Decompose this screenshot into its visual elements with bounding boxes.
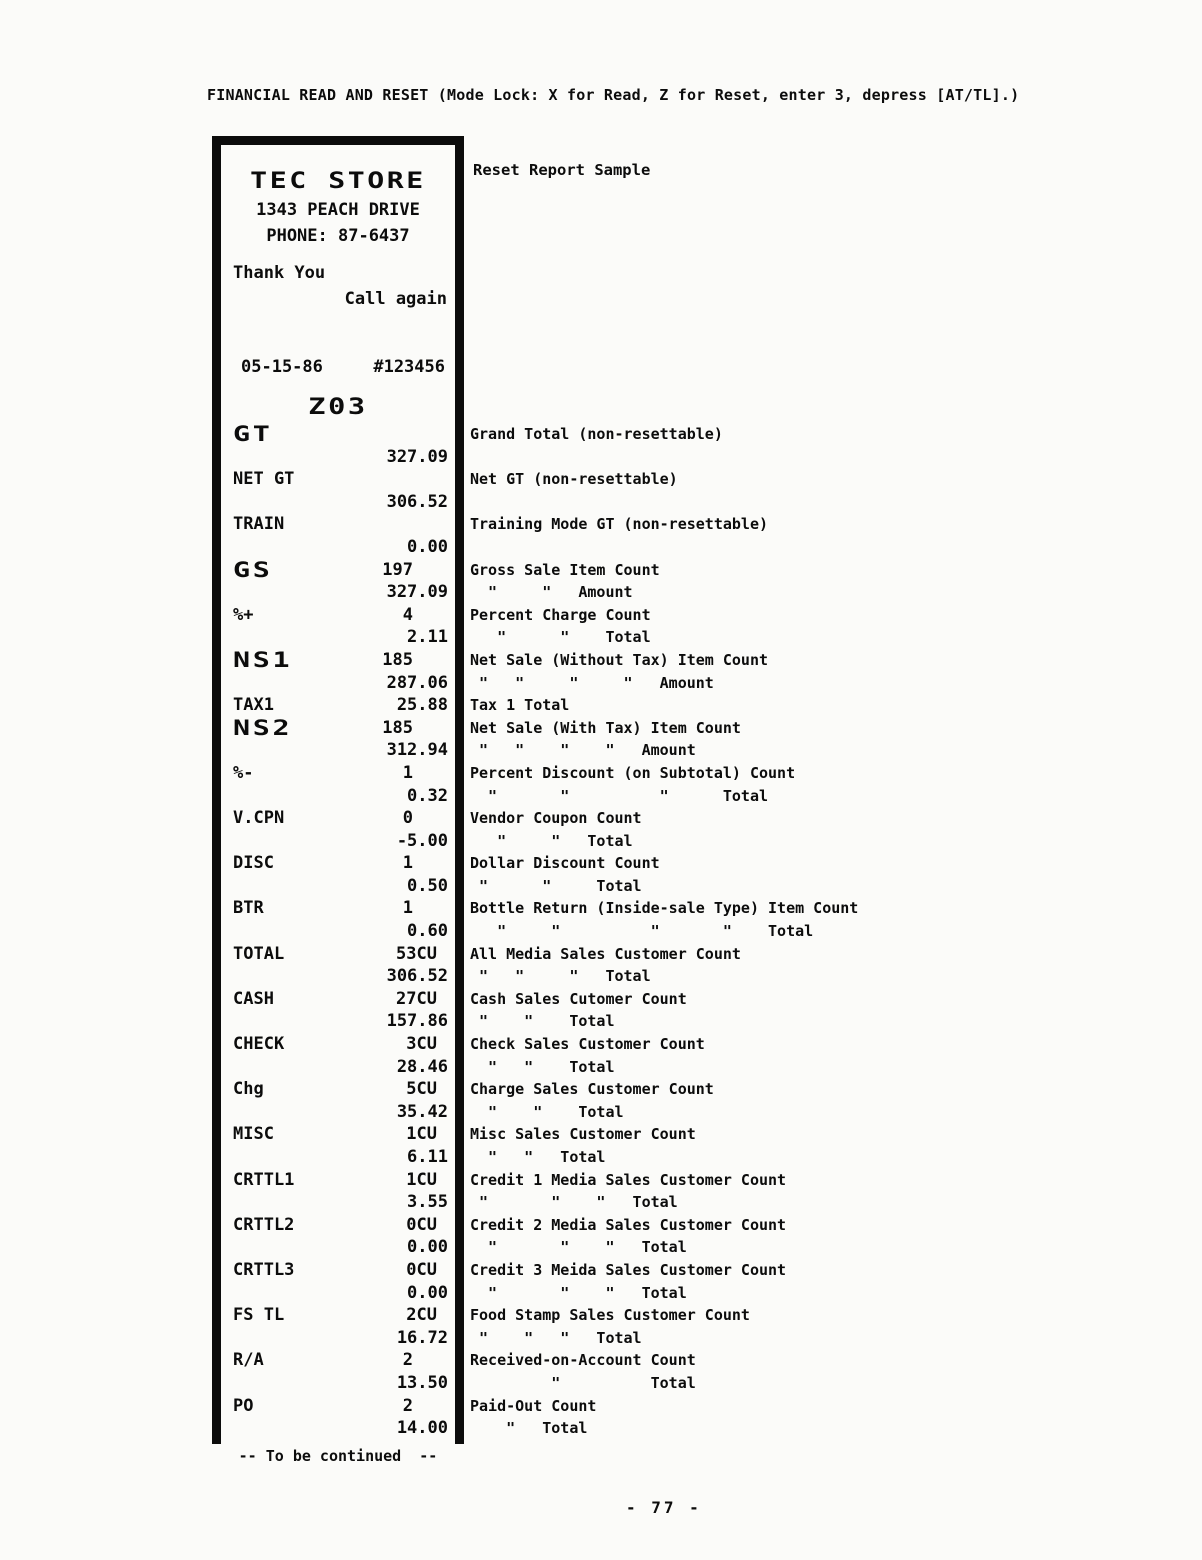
receipt-line xyxy=(221,1056,455,1079)
description-line: Net Sale (With Tax) Item Count xyxy=(470,718,741,737)
receipt-line xyxy=(221,1259,455,1282)
receipt-value: 1CU xyxy=(406,1169,437,1190)
receipt-line xyxy=(221,468,455,491)
receipt-line xyxy=(221,1282,455,1305)
page-header: FINANCIAL READ AND RESET (Mode Lock: X for Read, Z for Reset, enter 3, depress [AT/TL].) xyxy=(207,86,1020,104)
description-line: " " Total xyxy=(470,1102,624,1121)
store-name: TEC STORE xyxy=(250,169,426,194)
receipt-line xyxy=(221,1146,455,1169)
receipt-label: GT xyxy=(233,422,273,446)
receipt-value: 2 xyxy=(402,1395,413,1416)
description-line: " " Total xyxy=(470,1057,615,1076)
receipt-value: 306.52 xyxy=(386,491,448,512)
store-address: 1343 PEACH DRIVE xyxy=(256,200,420,220)
receipt-value: 25.88 xyxy=(396,695,448,716)
description-line: Paid-Out Count xyxy=(470,1396,597,1415)
description-line: " " Total xyxy=(470,1012,615,1031)
receipt-value: 4 xyxy=(402,604,413,625)
receipt-label: Chg xyxy=(233,1079,264,1100)
receipt-line xyxy=(221,1395,455,1418)
receipt xyxy=(212,136,464,1444)
receipt-lines xyxy=(221,423,455,1440)
receipt-line xyxy=(221,920,455,943)
transaction-number: #123456 xyxy=(373,357,445,377)
receipt-value: 157.86 xyxy=(386,1011,448,1032)
receipt-line xyxy=(221,852,455,875)
receipt-value: 35.42 xyxy=(396,1101,448,1122)
receipt-value: 327.09 xyxy=(386,582,448,603)
receipt-value: 0 xyxy=(402,808,413,829)
description-line: Dollar Discount Count xyxy=(470,854,660,873)
receipt-line xyxy=(221,965,455,988)
receipt-line xyxy=(221,423,455,446)
receipt-value: 197 xyxy=(382,559,413,580)
receipt-label: MISC xyxy=(233,1124,274,1145)
receipt-line xyxy=(221,672,455,695)
receipt-value: 3.55 xyxy=(407,1192,448,1213)
receipt-label: NET GT xyxy=(233,469,295,490)
receipt-value: 1CU xyxy=(406,1124,437,1145)
receipt-line xyxy=(221,1123,455,1146)
receipt-line xyxy=(221,943,455,966)
receipt-line xyxy=(221,1214,455,1237)
receipt-value: 28.46 xyxy=(396,1056,448,1077)
receipt-label: DISC xyxy=(233,853,274,874)
receipt-value: 185 xyxy=(382,717,413,738)
receipt-label: PO xyxy=(233,1395,254,1416)
receipt-label: R/A xyxy=(233,1350,264,1371)
receipt-line xyxy=(221,1417,455,1440)
receipt-line xyxy=(221,1349,455,1372)
description-line: Cash Sales Cutomer Count xyxy=(470,989,687,1008)
receipt-line xyxy=(221,830,455,853)
description-line: Received-on-Account Count xyxy=(470,1351,696,1370)
description-line: Percent Discount (on Subtotal) Count xyxy=(470,763,796,782)
description-line: Food Stamp Sales Customer Count xyxy=(470,1306,750,1325)
receipt-label: TAX1 xyxy=(233,695,274,716)
receipt-value: 312.94 xyxy=(386,740,448,761)
receipt-value: 0CU xyxy=(406,1214,437,1235)
receipt-label: CRTTL2 xyxy=(233,1214,295,1235)
receipt-label: NS1 xyxy=(233,647,293,672)
description-line: " " " Total xyxy=(470,1238,687,1257)
receipt-line xyxy=(221,626,455,649)
receipt-value: 0.50 xyxy=(407,875,448,896)
description-line: Gross Sale Item Count xyxy=(470,560,660,579)
description-line: Credit 2 Media Sales Customer Count xyxy=(470,1215,787,1234)
receipt-value: 0.00 xyxy=(407,536,448,557)
description-line: " Total xyxy=(470,1373,696,1392)
receipt-value: 287.06 xyxy=(386,672,448,693)
receipt-line xyxy=(221,785,455,808)
receipt-value: 1 xyxy=(402,853,413,874)
description-line: " " " " Amount xyxy=(470,673,714,692)
receipt-value: 1 xyxy=(402,898,413,919)
receipt-line xyxy=(221,1304,455,1327)
description-line: Credit 3 Meida Sales Customer Count xyxy=(470,1260,787,1279)
receipt-line xyxy=(221,1101,455,1124)
receipt-value: 13.50 xyxy=(396,1372,448,1393)
receipt-label: CRTTL1 xyxy=(233,1169,295,1190)
receipt-line xyxy=(221,897,455,920)
receipt-line xyxy=(221,559,455,582)
receipt-label: %+ xyxy=(233,604,254,625)
receipt-label: CRTTL3 xyxy=(233,1259,295,1280)
receipt-line xyxy=(221,649,455,672)
receipt-line xyxy=(221,1169,455,1192)
call-again-line: Call again xyxy=(344,289,447,309)
receipt-line xyxy=(221,604,455,627)
receipt-label: %- xyxy=(233,762,254,783)
receipt-label: GS xyxy=(233,557,273,582)
receipt-value: 0.00 xyxy=(407,1237,448,1258)
receipt-line xyxy=(221,875,455,898)
receipt-label: NS2 xyxy=(233,715,293,740)
receipt-value: 27CU xyxy=(396,988,437,1009)
receipt-line xyxy=(221,694,455,717)
receipt-label: BTR xyxy=(233,898,264,919)
receipt-label: CASH xyxy=(233,988,274,1009)
receipt-line xyxy=(221,1327,455,1350)
thank-you-line: Thank You xyxy=(233,263,326,283)
receipt-line xyxy=(221,1078,455,1101)
description-line: " " Total xyxy=(470,628,651,647)
receipt-value: 16.72 xyxy=(396,1327,448,1348)
description-line: " " Amount xyxy=(470,583,633,602)
receipt-label: TRAIN xyxy=(233,514,285,535)
receipt-line xyxy=(221,988,455,1011)
description-line: " " Total xyxy=(470,1148,606,1166)
receipt-line xyxy=(221,446,455,469)
receipt-value: 2 xyxy=(402,1350,413,1371)
report-code: Z03 xyxy=(308,395,368,420)
receipt-value: 306.52 xyxy=(386,966,448,987)
receipt-value: 0.00 xyxy=(407,1282,448,1303)
reset-report-sample-label: Reset Report Sample xyxy=(473,161,651,179)
receipt-line xyxy=(221,1191,455,1214)
description-line: Net Sale (Without Tax) Item Count xyxy=(470,650,769,669)
receipt-value: 2CU xyxy=(406,1305,437,1326)
description-line: " " " Total xyxy=(470,1193,678,1212)
receipt-date: 05-15-86 xyxy=(241,357,323,377)
description-column xyxy=(470,423,858,1440)
receipt-value: 0.60 xyxy=(407,921,448,942)
description-line: " " " Total xyxy=(470,786,769,805)
page-number: - 77 - xyxy=(626,1498,702,1517)
description-line: " " Total xyxy=(470,876,642,895)
description-line: Bottle Return (Inside-sale Type) Item Count xyxy=(470,899,859,918)
description-line: " " " Total xyxy=(470,1328,642,1347)
receipt-value: 1 xyxy=(402,762,413,783)
description-line: Grand Total (non-resettable) xyxy=(470,425,723,443)
description-line: Credit 1 Media Sales Customer Count xyxy=(470,1170,787,1189)
description-line: " " " " Amount xyxy=(470,741,696,760)
description-line: Vendor Coupon Count xyxy=(470,809,642,828)
receipt-line xyxy=(221,581,455,604)
receipt-value: 14.00 xyxy=(396,1418,448,1439)
receipt-value: 327.09 xyxy=(386,446,448,467)
to-be-continued: -- To be continued -- xyxy=(238,1447,438,1465)
description-line: " Total xyxy=(470,1419,588,1438)
store-phone: PHONE: 87-6437 xyxy=(266,226,410,246)
receipt-line xyxy=(221,536,455,559)
receipt-value: 5CU xyxy=(406,1079,437,1100)
description-line: " " " Total xyxy=(470,967,651,986)
receipt-line xyxy=(221,739,455,762)
receipt-line xyxy=(221,807,455,830)
description-line: Percent Charge Count xyxy=(470,605,651,624)
description-line xyxy=(470,491,858,514)
receipt-value: 185 xyxy=(382,649,413,670)
description-line xyxy=(470,536,858,559)
receipt-line xyxy=(221,1236,455,1259)
receipt-line xyxy=(221,1010,455,1033)
description-line: Charge Sales Customer Count xyxy=(470,1080,714,1099)
description-line: " " " " Total xyxy=(470,922,814,941)
date-row xyxy=(241,357,445,377)
receipt-label: TOTAL xyxy=(233,943,285,964)
description-line: " " Total xyxy=(470,831,633,850)
description-line: Misc Sales Customer Count xyxy=(470,1125,696,1144)
description-line: All Media Sales Customer Count xyxy=(470,944,741,963)
receipt-line xyxy=(221,1033,455,1056)
receipt-value: 53CU xyxy=(396,943,437,964)
receipt-line xyxy=(221,762,455,785)
description-line xyxy=(470,446,858,469)
receipt-value: 3CU xyxy=(406,1034,437,1055)
description-line: " " " Total xyxy=(470,1283,687,1302)
receipt-line xyxy=(221,513,455,536)
receipt-line xyxy=(221,1372,455,1395)
receipt-value: 0CU xyxy=(406,1259,437,1280)
receipt-value: 6.11 xyxy=(407,1147,448,1167)
receipt-line xyxy=(221,491,455,514)
receipt-value: -5.00 xyxy=(396,830,448,851)
description-line: Tax 1 Total xyxy=(470,696,570,715)
description-line: Net GT (non-resettable) xyxy=(470,470,678,489)
receipt-label: FS TL xyxy=(233,1305,285,1326)
receipt-value: 0.32 xyxy=(407,785,448,806)
receipt-label: V.CPN xyxy=(233,808,285,829)
receipt-label: CHECK xyxy=(233,1034,285,1055)
receipt-value: 2.11 xyxy=(407,627,448,648)
description-line: Check Sales Customer Count xyxy=(470,1035,705,1054)
description-line: Training Mode GT (non-resettable) xyxy=(470,515,769,534)
receipt-line xyxy=(221,717,455,740)
